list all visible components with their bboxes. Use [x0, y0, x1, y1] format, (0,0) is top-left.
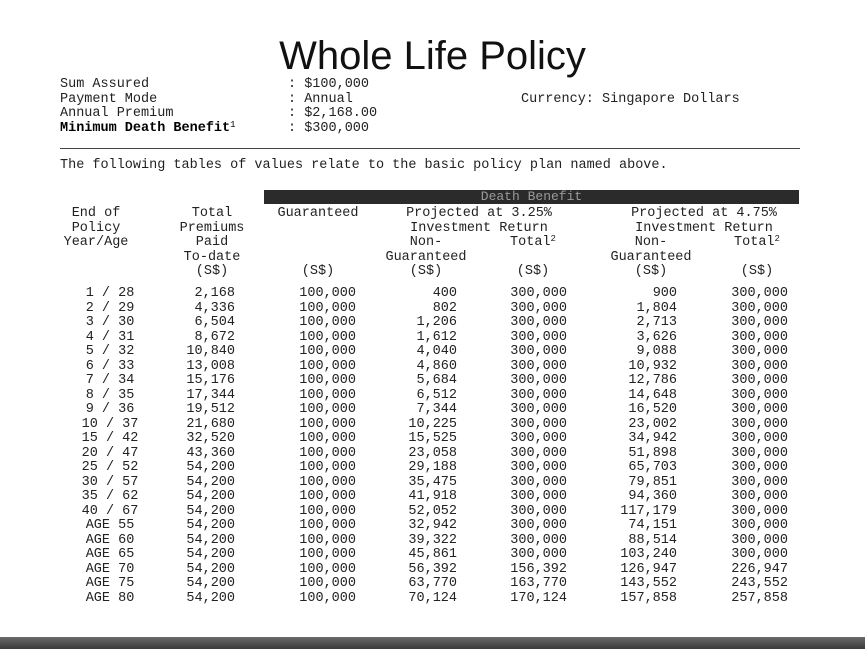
cell-year-age: 5 / 32 — [85, 344, 135, 359]
cell-year-age: AGE 80 — [85, 590, 135, 606]
cell-total-premiums: 4,336 — [194, 300, 235, 316]
cell-year-age: 15 / 42 — [81, 431, 139, 446]
header-line: Policy — [71, 220, 121, 236]
cell-total-325: 300,000 — [510, 547, 567, 562]
cell-guaranteed: 100,000 — [299, 329, 356, 345]
cell-total-325: 300,000 — [510, 387, 567, 403]
header-unit: (S$) — [740, 264, 774, 279]
header-line: Non- — [409, 235, 443, 250]
cell-year-age: 20 / 47 — [81, 445, 139, 461]
cell-total-premiums: 19,512 — [186, 402, 235, 417]
cell-non-guaranteed-325: 23,058 — [408, 445, 457, 461]
header-total-premiums — [168, 207, 256, 280]
cell-non-guaranteed-475: 103,240 — [620, 547, 677, 562]
cell-total-premiums: 43,360 — [186, 445, 235, 461]
cell-non-guaranteed-475: 51,898 — [628, 445, 677, 461]
cell-guaranteed: 100,000 — [299, 358, 356, 374]
header-line: Projected at 3.25% — [406, 206, 552, 221]
cell-guaranteed: 100,000 — [299, 590, 356, 606]
cell-year-age: 10 / 37 — [81, 416, 139, 432]
cell-guaranteed: 100,000 — [299, 416, 356, 432]
cell-year-age: 30 / 57 — [81, 474, 139, 490]
cell-total-475: 300,000 — [731, 300, 788, 316]
cell-total-premiums: 6,504 — [194, 315, 235, 330]
cell-total-475: 300,000 — [731, 547, 788, 562]
cell-total-325: 300,000 — [510, 416, 567, 432]
cell-total-475: 257,858 — [731, 590, 788, 606]
cell-total-325: 300,000 — [510, 373, 567, 388]
cell-total-premiums: 54,200 — [186, 532, 235, 548]
cell-total-325: 300,000 — [510, 286, 567, 301]
info-value: : Annual — [288, 91, 353, 107]
cell-non-guaranteed-325: 39,322 — [408, 532, 457, 548]
cell-year-age: 2 / 29 — [85, 300, 135, 316]
cell-year-age: 1 / 28 — [85, 286, 135, 301]
table-column — [268, 287, 356, 606]
cell-total-475: 300,000 — [731, 358, 788, 374]
cell-year-age: 3 / 30 — [85, 315, 135, 330]
cell-guaranteed: 100,000 — [299, 286, 356, 301]
cell-total-325: 300,000 — [510, 431, 567, 446]
cell-non-guaranteed-475: 65,703 — [628, 460, 677, 475]
cell-year-age: 40 / 67 — [81, 503, 139, 519]
cell-non-guaranteed-325: 6,512 — [416, 387, 457, 403]
header-total-325 — [488, 236, 578, 251]
cell-non-guaranteed-475: 74,151 — [628, 518, 677, 533]
cell-total-325: 300,000 — [510, 329, 567, 345]
cell-non-guaranteed-325: 1,612 — [416, 329, 457, 345]
cell-total-premiums: 21,680 — [186, 416, 235, 432]
cell-total-325: 300,000 — [510, 503, 567, 519]
cell-total-premiums: 54,200 — [186, 590, 235, 606]
cell-total-475: 300,000 — [731, 416, 788, 432]
cell-non-guaranteed-475: 117,179 — [620, 503, 677, 519]
header-line: Investment Return — [410, 220, 548, 236]
cell-non-guaranteed-325: 4,860 — [416, 358, 457, 374]
header-line: Premiums — [179, 220, 245, 236]
info-label: Sum Assured — [60, 77, 150, 92]
cell-total-325: 300,000 — [510, 315, 567, 330]
cell-non-guaranteed-475: 16,520 — [628, 402, 677, 417]
cell-total-475: 300,000 — [731, 402, 788, 417]
header-line: (S$) — [195, 264, 229, 279]
cell-non-guaranteed-325: 7,344 — [416, 402, 457, 417]
cell-total-premiums: 15,176 — [186, 373, 235, 388]
cell-total-325: 156,392 — [510, 561, 567, 577]
header-line: Paid — [195, 235, 229, 250]
cell-guaranteed: 100,000 — [299, 532, 356, 548]
cell-year-age: AGE 70 — [85, 561, 135, 577]
info-value: : $2,168.00 — [288, 106, 378, 121]
cell-non-guaranteed-325: 52,052 — [408, 503, 457, 519]
cell-guaranteed: 100,000 — [299, 402, 356, 417]
cell-non-guaranteed-475: 126,947 — [620, 561, 677, 577]
cell-non-guaranteed-475: 10,932 — [628, 358, 677, 374]
cell-total-premiums: 54,200 — [186, 460, 235, 475]
cell-total-475: 300,000 — [731, 503, 788, 519]
cell-total-325: 300,000 — [510, 445, 567, 461]
header-line: Guaranteed — [385, 249, 467, 265]
header-line: (S$) — [634, 264, 668, 279]
cell-total-475: 300,000 — [731, 315, 788, 330]
header-unit: (S$) — [516, 264, 550, 279]
cell-total-325: 300,000 — [510, 358, 567, 374]
cell-guaranteed: 100,000 — [299, 300, 356, 316]
cell-year-age: AGE 60 — [85, 532, 135, 548]
header-line: (S$) — [409, 264, 443, 279]
cell-guaranteed: 100,000 — [299, 489, 356, 504]
cell-non-guaranteed-325: 70,124 — [408, 590, 457, 606]
header-projected-325 — [380, 207, 578, 236]
cell-non-guaranteed-475: 143,552 — [620, 576, 677, 591]
cell-total-premiums: 10,840 — [186, 344, 235, 359]
cell-non-guaranteed-325: 29,188 — [408, 460, 457, 475]
table-column — [605, 287, 677, 606]
info-label: Annual Premium — [60, 106, 174, 121]
cell-guaranteed: 100,000 — [299, 315, 356, 330]
cell-total-475: 300,000 — [731, 518, 788, 533]
footnote-marker: 1 — [230, 119, 236, 130]
cell-total-premiums: 54,200 — [186, 489, 235, 504]
cell-non-guaranteed-325: 4,040 — [416, 344, 457, 359]
footnote-marker: 2 — [774, 234, 780, 244]
cell-total-premiums: 54,200 — [186, 474, 235, 490]
info-label-bold — [60, 119, 236, 137]
cell-year-age: 9 / 36 — [85, 402, 135, 417]
cell-total-premiums: 17,344 — [186, 387, 235, 403]
cell-year-age: AGE 75 — [85, 576, 135, 591]
footer-band — [0, 637, 865, 649]
cell-total-475: 300,000 — [731, 489, 788, 504]
cell-non-guaranteed-475: 79,851 — [628, 474, 677, 490]
cell-total-475: 226,947 — [731, 561, 788, 577]
cell-total-325: 300,000 — [510, 489, 567, 504]
cell-non-guaranteed-325: 5,684 — [416, 373, 457, 388]
table-column — [380, 287, 457, 606]
cell-guaranteed: 100,000 — [299, 561, 356, 577]
info-label: Payment Mode — [60, 91, 158, 107]
cell-non-guaranteed-325: 41,918 — [408, 489, 457, 504]
cell-non-guaranteed-475: 34,942 — [628, 431, 677, 446]
cell-total-325: 163,770 — [510, 576, 567, 591]
cell-year-age: 8 / 35 — [85, 387, 135, 403]
cell-total-325: 300,000 — [510, 300, 567, 316]
cell-non-guaranteed-325: 10,225 — [408, 416, 457, 432]
cell-total-475: 300,000 — [731, 286, 788, 301]
table-column — [168, 287, 235, 606]
header-line: Projected at 4.75% — [631, 206, 777, 221]
header-end-of — [60, 207, 132, 251]
info-value: : $300,000 — [288, 120, 370, 136]
cell-non-guaranteed-325: 45,861 — [408, 547, 457, 562]
table-column — [712, 287, 788, 606]
header-line: Non- — [634, 235, 668, 250]
currency-label: Currency: Singapore Dollars — [521, 92, 740, 107]
cell-non-guaranteed-325: 63,770 — [408, 576, 457, 591]
cell-year-age: AGE 55 — [85, 518, 135, 533]
header-non-guaranteed-325 — [380, 236, 472, 280]
death-benefit-bar: Death Benefit — [264, 190, 799, 204]
cell-total-premiums: 8,672 — [194, 329, 235, 345]
cell-guaranteed: 100,000 — [299, 503, 356, 519]
cell-guaranteed: 100,000 — [299, 460, 356, 475]
cell-guaranteed: 100,000 — [299, 387, 356, 403]
cell-non-guaranteed-475: 3,626 — [636, 329, 677, 345]
cell-total-325: 300,000 — [510, 474, 567, 490]
header-line: End of — [71, 206, 121, 221]
cell-non-guaranteed-475: 9,088 — [636, 344, 677, 359]
footnote-marker: 2 — [550, 234, 556, 244]
divider — [60, 148, 800, 149]
cell-guaranteed: 100,000 — [299, 547, 356, 562]
header-line: Guaranteed — [610, 249, 692, 265]
cell-guaranteed: 100,000 — [299, 373, 356, 388]
header-total-text: Total — [510, 235, 551, 250]
cell-guaranteed: 100,000 — [299, 576, 356, 591]
cell-non-guaranteed-325: 35,475 — [408, 474, 457, 490]
cell-non-guaranteed-475: 900 — [652, 286, 677, 301]
header-line: Total — [191, 206, 233, 221]
cell-total-premiums: 54,200 — [186, 503, 235, 519]
cell-total-325: 170,124 — [510, 590, 567, 606]
cell-non-guaranteed-325: 32,942 — [408, 518, 457, 533]
cell-year-age: 6 / 33 — [85, 358, 135, 374]
cell-total-premiums: 54,200 — [186, 518, 235, 533]
cell-non-guaranteed-325: 400 — [432, 286, 457, 301]
cell-total-premiums: 32,520 — [186, 431, 235, 446]
header-non-guaranteed-475 — [605, 236, 697, 280]
cell-guaranteed: 100,000 — [299, 474, 356, 490]
cell-guaranteed: 100,000 — [299, 431, 356, 446]
cell-total-premiums: 13,008 — [186, 358, 235, 374]
header-total-475 — [712, 236, 802, 251]
header-projected-475 — [605, 207, 803, 236]
cell-non-guaranteed-475: 12,786 — [628, 373, 677, 388]
cell-total-premiums: 54,200 — [186, 561, 235, 577]
cell-year-age: 7 / 34 — [85, 373, 135, 388]
header-line: To-date — [183, 249, 241, 265]
cell-total-475: 300,000 — [731, 460, 788, 475]
header-guaranteed-unit: (S$) — [301, 264, 335, 279]
cell-total-475: 300,000 — [731, 344, 788, 359]
cell-total-475: 300,000 — [731, 532, 788, 548]
cell-total-premiums: 54,200 — [186, 576, 235, 591]
cell-total-325: 300,000 — [510, 344, 567, 359]
cell-year-age: 4 / 31 — [85, 329, 135, 345]
cell-total-325: 300,000 — [510, 532, 567, 548]
cell-non-guaranteed-475: 88,514 — [628, 532, 677, 548]
cell-total-325: 300,000 — [510, 518, 567, 533]
cell-total-475: 300,000 — [731, 387, 788, 403]
cell-guaranteed: 100,000 — [299, 344, 356, 359]
header-guaranteed: Guaranteed — [277, 206, 359, 221]
cell-total-475: 300,000 — [731, 431, 788, 446]
cell-total-475: 300,000 — [731, 329, 788, 345]
cell-guaranteed: 100,000 — [299, 445, 356, 461]
cell-total-premiums: 54,200 — [186, 547, 235, 562]
page-title: Whole Life Policy — [279, 34, 586, 78]
cell-total-475: 243,552 — [731, 576, 788, 591]
cell-total-475: 300,000 — [731, 373, 788, 388]
cell-non-guaranteed-325: 802 — [432, 300, 457, 316]
info-value: : $100,000 — [288, 77, 370, 92]
cell-year-age: AGE 65 — [85, 547, 135, 562]
cell-non-guaranteed-475: 23,002 — [628, 416, 677, 432]
cell-non-guaranteed-325: 56,392 — [408, 561, 457, 577]
cell-non-guaranteed-475: 14,648 — [628, 387, 677, 403]
table-column — [60, 287, 160, 606]
cell-year-age: 25 / 52 — [81, 460, 139, 475]
cell-non-guaranteed-475: 2,713 — [636, 315, 677, 330]
cell-year-age: 35 / 62 — [81, 489, 139, 504]
header-line: Year/Age — [63, 235, 129, 250]
cell-total-325: 300,000 — [510, 460, 567, 475]
cell-non-guaranteed-475: 1,804 — [636, 300, 677, 316]
table-column — [488, 287, 567, 606]
cell-non-guaranteed-325: 1,206 — [416, 315, 457, 330]
info-label-text: Minimum Death Benefit — [60, 120, 231, 136]
cell-total-475: 300,000 — [731, 445, 788, 461]
cell-total-325: 300,000 — [510, 402, 567, 417]
header-line: Investment Return — [635, 220, 773, 236]
cell-non-guaranteed-475: 157,858 — [620, 590, 677, 606]
cell-total-475: 300,000 — [731, 474, 788, 490]
intro-text: The following tables of values relate to the basic policy plan named above. — [60, 158, 668, 173]
cell-non-guaranteed-325: 15,525 — [408, 431, 457, 446]
cell-non-guaranteed-475: 94,360 — [628, 489, 677, 504]
cell-guaranteed: 100,000 — [299, 518, 356, 533]
header-total-text: Total — [734, 235, 775, 250]
cell-total-premiums: 2,168 — [194, 286, 235, 301]
